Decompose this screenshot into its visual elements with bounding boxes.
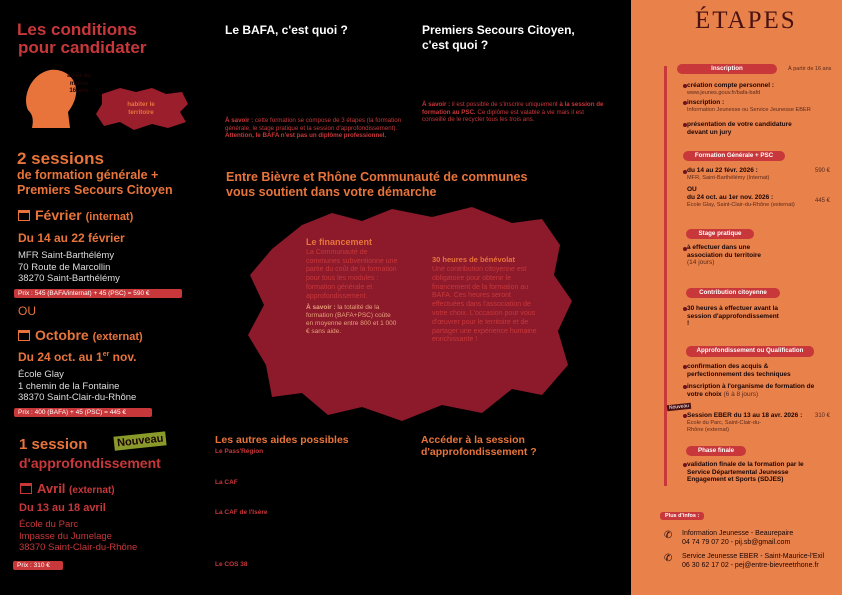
calendar-icon bbox=[18, 330, 30, 341]
step-stage: Stage pratique bbox=[686, 229, 754, 239]
access-title: Accéder à la session d'approfondissement ? bbox=[421, 434, 537, 458]
volunteering-block: 30 heures de bénévolat Une contribution citoyenne est obligatoire pour obtenir le financement de la formation au BAFA. Ces heures seront effectuées dans l'association de votre choix. L'occasion pour vous d'œuvrer pour le territoire et de partager une expérience humaine enrichissante ! bbox=[432, 255, 537, 344]
step-final: Phase finale bbox=[686, 446, 746, 456]
feb-session-heading: Février (internat) bbox=[18, 207, 133, 223]
step-deep: Approfondissement ou Qualification bbox=[686, 346, 814, 357]
or-label: OU bbox=[18, 304, 36, 318]
info-contact-2: Service Jeunesse EBER - Saint-Maurice-l'Exil 06 30 62 17 02 - pej@entre-bievreetrhone.fr bbox=[682, 553, 825, 569]
price-general-oct: 445 € bbox=[814, 198, 830, 204]
psc-title: Premiers Secours Citoyen, c'est quoi ? bbox=[422, 23, 575, 52]
oct-dates: Du 24 oct. au 1er nov. bbox=[18, 350, 137, 364]
timeline-line bbox=[664, 66, 667, 486]
calendar-icon bbox=[20, 483, 32, 494]
other-aids-title: Les autres aides possibles bbox=[215, 434, 349, 446]
support-title: Entre Bièvre et Rhône Communauté de communes vous soutient dans votre démarche bbox=[226, 170, 528, 199]
feb-address: MFR Saint-Barthélémy 70 Route de Marcollin 38270 Saint-Barthélémy bbox=[18, 250, 120, 284]
april-heading: Avril (externat) bbox=[20, 481, 115, 496]
feb-dates: Du 14 au 22 février bbox=[18, 231, 125, 245]
oct-address: École Glay 1 chemin de la Fontaine 38370 Saint-Clair-du-Rhône bbox=[18, 369, 137, 403]
conditions-title: Les conditions pour candidater bbox=[17, 20, 147, 57]
aid-item: La CAF bbox=[215, 479, 238, 486]
financing-block: Le financement La Communauté de communes subventionne une partie du coût de la formation pour tous les modules : formation générale et approfondissement. À savoir : la totalité de la formation (BAFA+PSC) coûte en moyenne entre 800 et 1 000 € sans aide. bbox=[306, 237, 398, 336]
info-contact-1: Information Jeunesse - Beaurepaire 04 74 79 07 20 - pij.sb@gmail.com bbox=[682, 530, 794, 546]
new-session-badge: Nouveau bbox=[668, 402, 690, 412]
phone-icon: ✆ bbox=[664, 553, 673, 564]
feb-price-badge: Prix : 545 (BAFA/internat) + 45 (PSC) = 590 € bbox=[14, 289, 182, 298]
april-dates: Du 13 au 18 avril bbox=[19, 502, 106, 514]
calendar-icon bbox=[18, 210, 30, 221]
oct-price-badge: Prix : 400 (BAFA) + 45 (PSC) = 445 € bbox=[14, 408, 152, 417]
price-general-feb: 590 € bbox=[814, 168, 830, 174]
aid-item: La CAF de l'Isère bbox=[215, 509, 268, 516]
from-16-note: À partir de 16 ans bbox=[788, 66, 832, 72]
bafa-text: À savoir : cette formation se compose de 3 étapes (la formation générale, le stage pratique et la session d'approfondissement). Attention, le BAFA n'est pas un diplôme professionnel. bbox=[225, 117, 402, 140]
new-badge: Nouveau bbox=[113, 431, 167, 450]
oct-session-heading: Octobre (externat) bbox=[18, 327, 143, 343]
step-general: Formation Générale + PSC bbox=[683, 151, 785, 161]
april-price-badge: Prix : 310 € bbox=[13, 561, 63, 570]
aid-item: Le Pass'Région bbox=[215, 448, 264, 455]
age-condition: avoir au moins 16 ans bbox=[67, 72, 91, 95]
psc-text: À savoir : il est possible de s'inscrire uniquement à la session de formation au PSC. Ce diplôme est valable à vie mais il est conseillé de le recycler tous les trois ans. bbox=[422, 101, 604, 124]
aid-item: Le COS 38 bbox=[215, 561, 248, 568]
bafa-title: Le BAFA, c'est quoi ? bbox=[225, 23, 348, 37]
info-title: Plus d'infos : bbox=[660, 512, 704, 520]
phone-icon: ✆ bbox=[664, 530, 673, 541]
territory-condition: habiter le territoire bbox=[127, 101, 155, 116]
april-address: École du Parc Impasse du Jumelage 38370 Saint-Clair-du-Rhône bbox=[19, 519, 138, 553]
step-inscription: Inscription bbox=[677, 64, 777, 74]
sessions-title: 2 sessions de formation générale + Premiers Secours Citoyen bbox=[17, 149, 173, 197]
step-contribution: Contribution citoyenne bbox=[686, 288, 780, 298]
price-deep: 310 € bbox=[814, 413, 830, 419]
deep-subtitle: d'approfondissement bbox=[19, 455, 161, 471]
steps-title: ÉTAPES bbox=[695, 7, 797, 34]
steps-panel: ÉTAPES Inscription À partir de 16 ans création compte personnel : www.jeunes.gouv.fr/bafa-bafd inscription : Information Jeunesse ou Service Jeunesse EBER présentation de votre candidature devant un jury Formation Générale + PSC du 14 au 22 févr. 2026 : MFR, Saint-Barthélémy (Internat) 590 € OU du 24 oct. au 1er nov. 2026 : École Glay, Saint-Clair-du-Rhône (externat) 445 € Stage pratique à effectuer dans une association du territoire (14 jours) Contribution citoyenne 30 heures à effectuer avant la session d'approfondissement ! Approfondissement ou Qualification confirmation des acquis & perfectionnement des techniques inscription à l'organisme de formation de votre choix (6 à 8 jours) Nouveau Session EBER du 13 au 18 avr. 2026 : École du Parc, Saint-Clair-du-Rhône (externat) 310 € Phase finale validation finale de la formation par le Service Départemental Jeunesse Engagement et Sports (SDJES) Plus d'infos : ✆ Information Jeunesse - Beaurepaire 04 74 79 07 20 - pij.sb@gmail.com ✆ Service Jeunesse EBER - Saint-Maurice-l'Exil 06 30 62 17 02 - pej@entre-bievreetrhone.fr bbox=[631, 0, 842, 595]
deep-title: 1 session bbox=[19, 436, 88, 453]
